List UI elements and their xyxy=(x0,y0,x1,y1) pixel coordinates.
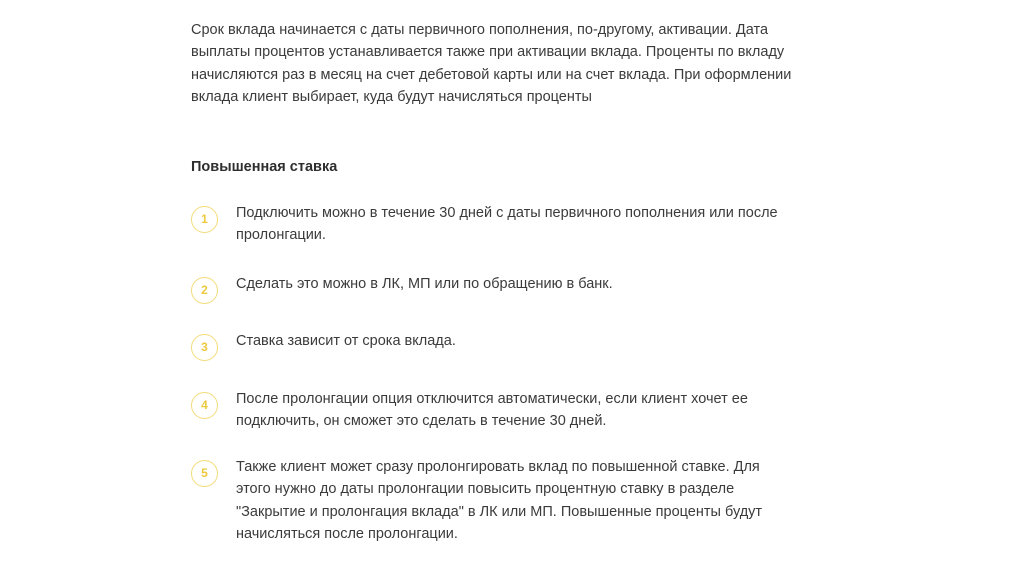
step-number-1: 1 xyxy=(191,206,218,233)
intro-paragraph: Срок вклада начинается с даты первичного пополнения, по-другому, активации. Дата выплаты процентов устанавливается также при активации вклада. Проценты по вкладу начисляются раз в месяц на счет дебетовой карты или на счет вклада. При оформлении вклада клиент выбирает, куда будут начисляться проценты xyxy=(191,22,792,105)
step-number-5: 5 xyxy=(191,460,218,487)
list-item-text: Также клиент может сразу пролонгировать вклад по повышенной ставке. Для этого нужно до даты пролонгации повысить процентную ставку в разделе "Закрытие и пролонгация вклада" в ЛК или МП. Повышенные проценты будут начисляться после пролонгации. xyxy=(236,459,763,542)
list-item-text: Ставка зависит от срока вклада. xyxy=(236,333,456,349)
list-item-text: Подключить можно в течение 30 дней с даты первичного пополнения или после пролонгации. xyxy=(236,205,778,244)
step-number-3: 3 xyxy=(191,334,218,361)
list-item-text: После пролонгации опция отключится автоматически, если клиент хочет ее подключить, он сможет это сделать в течение 30 дней. xyxy=(236,391,748,430)
step-number-4: 4 xyxy=(191,392,218,419)
list-item-text: Сделать это можно в ЛК, МП или по обращению в банк. xyxy=(236,276,613,292)
step-number-2: 2 xyxy=(191,277,218,304)
section-title: Повышенная ставка xyxy=(191,159,338,175)
